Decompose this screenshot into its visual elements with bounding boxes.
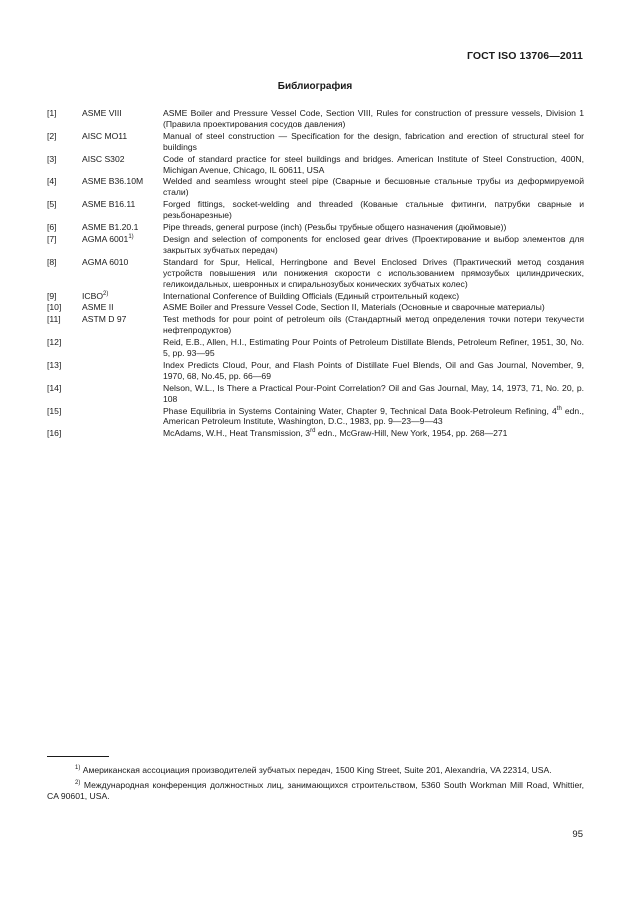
entry-number: [12] [47, 337, 62, 348]
entry-number: [14] [47, 382, 62, 393]
entry-text: Design and selection of components for enclosed gear drives (Проектирование и выбор элементов для закрытых зубчатых передач) [163, 233, 584, 255]
entry-number: [1] [47, 108, 57, 118]
entry-number: [6] [47, 222, 57, 233]
entry-code: ASME VIII [82, 108, 122, 118]
entry-text [163, 406, 584, 428]
bib-entry [47, 302, 584, 313]
footnote-marker: 2) [75, 780, 81, 787]
entry-text: Reid, E.B., Allen, H.I., Estimating Pour Points of Petroleum Distillate Blends, Petroleum Refiner, 1951, 30, No. 5, pp. 93—95 [163, 337, 584, 359]
entry-text-part: McAdams, W.H., Heat Transmission, 3 [163, 428, 311, 439]
entry-text: Manual of steel construction — Specification for the design, fabrication and erection of structural steel for buildings [163, 130, 584, 152]
entry-text [163, 428, 584, 439]
entry-text: Code of standard practice for steel buildings and bridges. American Institute of Steel Construction, 400N, Michigan Avenue, Chicago, IL 60611, USA [163, 153, 584, 175]
bib-entry [47, 360, 584, 382]
bib-entry [47, 131, 584, 153]
entry-text: Forged fittings, socket-welding and threaded (Кованые стальные фитинги, патрубки сварные и резьбонарезные) [163, 199, 584, 221]
entry-text: ASME Boiler and Pressure Vessel Code, Section II, Materials (Основные и сварочные материалы) [163, 302, 545, 313]
entry-number: [11] [47, 314, 61, 325]
entry-code-text: ICBO [82, 290, 104, 301]
entry-code: ASME B16.11 [82, 199, 136, 210]
bib-entry [47, 234, 584, 256]
footnote-divider [47, 756, 109, 757]
entry-text: International Conference of Building Officials (Единый строительный кодекс) [163, 290, 460, 301]
entry-text: ASME Boiler and Pressure Vessel Code, Section VIII, Rules for construction of pressure vessels, Division 1 (Правила проектирования сосудов давления) [163, 108, 584, 129]
bib-entry [47, 383, 584, 405]
ordinal-suffix: rd [310, 428, 316, 435]
entry-number: [2] [47, 130, 57, 141]
entry-code: ASTM D 97 [82, 314, 127, 325]
entry-number: [4] [47, 176, 57, 187]
entry-number: [9] [47, 290, 57, 301]
bib-entry [47, 154, 584, 176]
entry-number: [16] [47, 428, 62, 439]
bibliography-list [47, 108, 584, 440]
entry-text: Welded and seamless wrought steel pipe (Сварные и бесшовные стальные трубы из деформируемой стали) [163, 176, 584, 198]
footnote-text: Международная конференция должностных лиц, занимающихся строительством, 5360 South Workman Mill Road, Whittier, CA 90601, USA. [47, 780, 584, 801]
entry-number: [3] [47, 153, 57, 164]
bib-entry [47, 257, 584, 290]
bib-entry [47, 314, 584, 336]
footnote-reference: 2) [103, 290, 109, 297]
footnote [47, 780, 584, 802]
entry-text: Index Predicts Cloud, Pour, and Flash Points of Distillate Fuel Blends, Oil and Gas Journal, November, 9, 1970, 68, No.45, pp. 66—69 [163, 359, 584, 381]
bib-entry [47, 176, 584, 198]
entry-number: [10] [47, 302, 62, 313]
entry-code-text: AGMA 6001 [82, 233, 129, 244]
entry-code: AISC MO11 [82, 130, 128, 141]
entry-text-part: edn., McGraw-Hill, New York, 1954, pp. 268—271 [315, 428, 508, 439]
page-number: 95 [572, 829, 583, 840]
entry-number: [8] [47, 256, 57, 267]
entry-number: [13] [47, 359, 62, 370]
entry-code [82, 234, 163, 245]
footnote-reference: 1) [128, 234, 134, 241]
entry-text-part: Phase Equilibria in Systems Containing Water, Chapter 9, Technical Data Book-Petroleum Refining, 4 [163, 405, 557, 416]
bib-entry [47, 222, 584, 233]
entry-text-part: edn., American Petroleum Institute, Washington, D.C., 1983, pp. 9—23—9—43 [163, 405, 584, 427]
bib-entry [47, 108, 584, 130]
entry-number: [5] [47, 199, 57, 210]
ordinal-suffix: th [556, 405, 562, 412]
entry-text: Test methods for pour point of petroleum oils (Стандартный метод определения точки потери текучести нефтепродуктов) [163, 314, 584, 336]
bib-entry [47, 428, 584, 439]
entry-text: Nelson, W.L., Is There a Practical Pour-Point Correlation? Oil and Gas Journal, May, 14, 1973, 71, No. 20, p. 108 [163, 382, 584, 404]
footnotes [47, 765, 584, 806]
bib-entry [47, 337, 584, 359]
entry-text: Pipe threads, general purpose (inch) (Резьбы трубные общего назначения (дюймовые)) [163, 222, 507, 233]
entry-code [82, 291, 163, 302]
entry-code: ASME B36.10M [82, 176, 144, 187]
bibliography-title: Библиография [277, 81, 353, 92]
entry-number: [7] [47, 233, 57, 244]
entry-code: AGMA 6010 [82, 256, 129, 267]
entry-code: AISC S302 [82, 153, 125, 164]
bib-entry [47, 291, 584, 302]
footnote [47, 765, 584, 776]
footnote-text: Американская ассоциация производителей зубчатых передач, 1500 King Street, Suite 201, Alexandria, VA 22314, USA. [80, 765, 552, 775]
entry-number: [15] [47, 405, 62, 416]
document-header: ГОСТ ISO 13706—2011 [466, 50, 583, 62]
entry-code: ASME B1.20.1 [82, 222, 139, 233]
footnote-marker: 1) [75, 765, 81, 772]
bib-entry [47, 406, 584, 428]
entry-code: ASME II [82, 302, 114, 313]
entry-text: Standard for Spur, Helical, Herringbone and Bevel Enclosed Drives (Практический метод создания устройств повышения или понижения скорости с использованием прямозубых цилиндрических, геликоидальных, шевронных и спиральнозубых конических зубчатых колес) [163, 256, 584, 289]
bib-entry [47, 199, 584, 221]
